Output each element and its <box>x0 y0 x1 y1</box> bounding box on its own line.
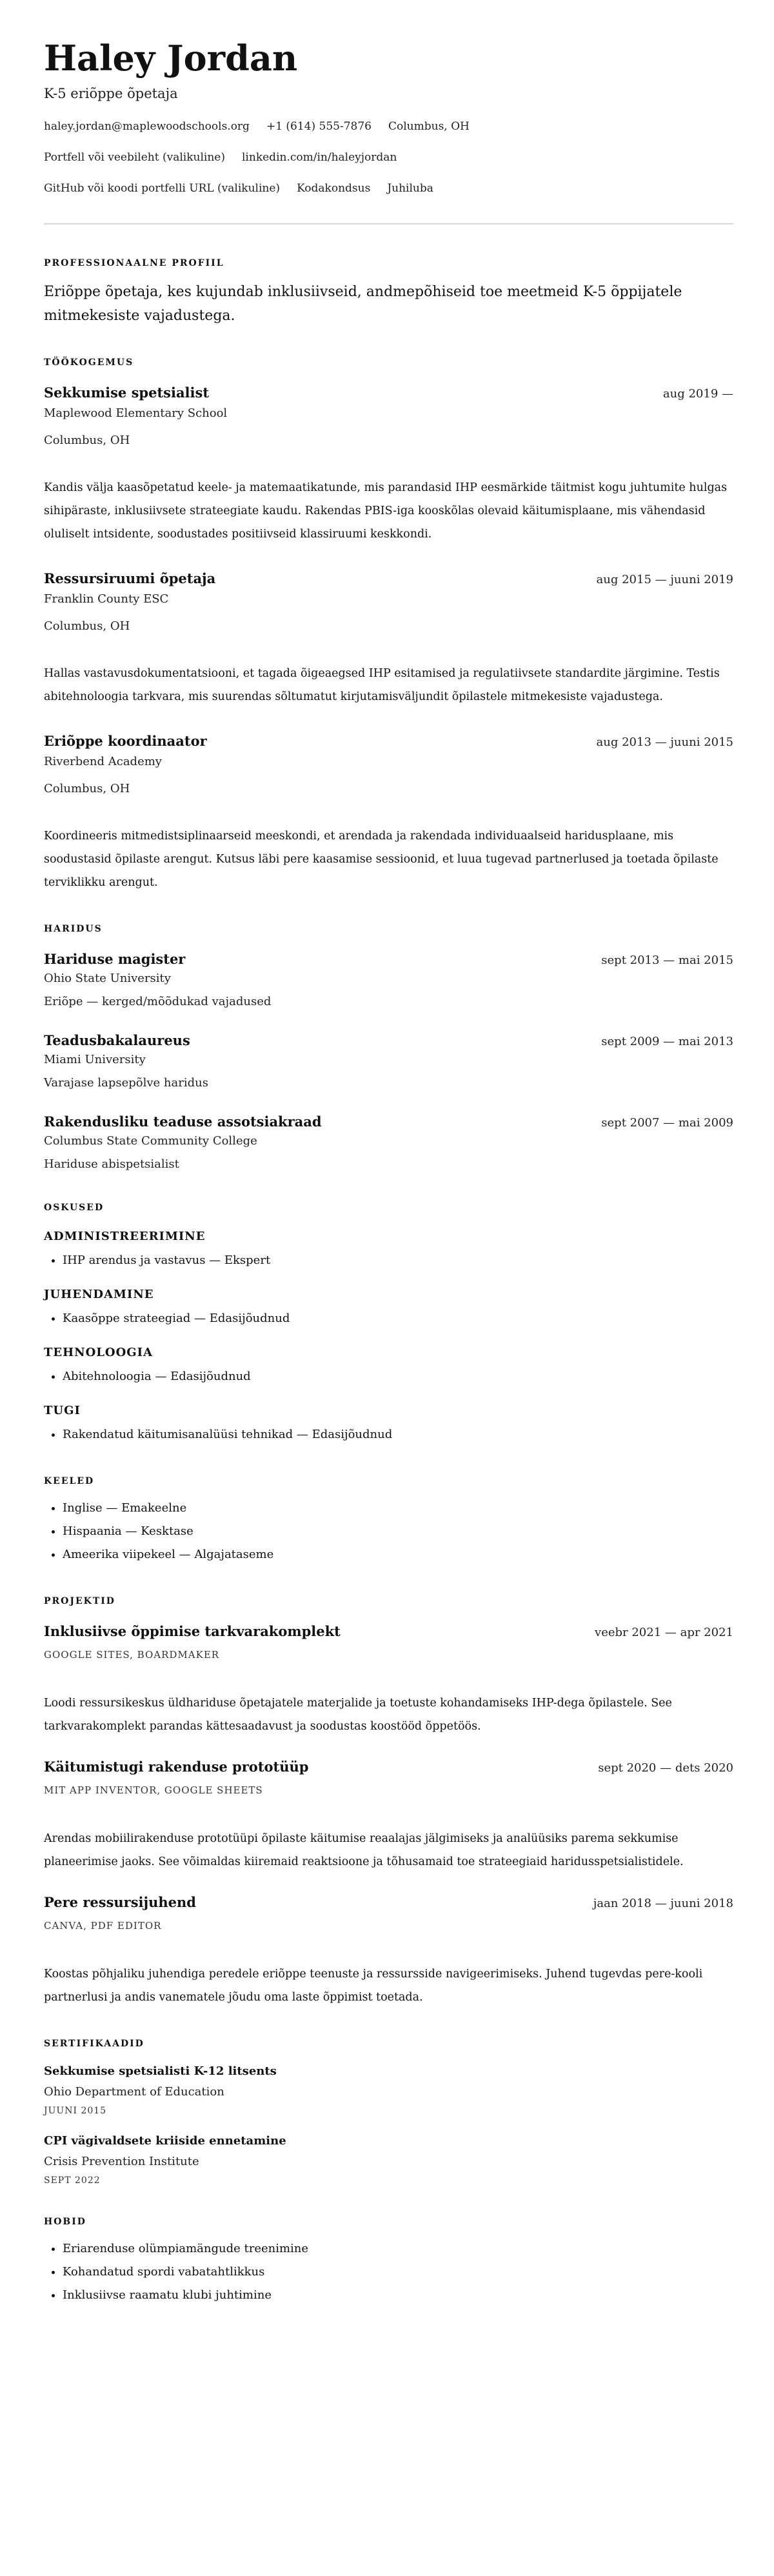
project-entry <box>44 1622 733 1738</box>
skill-list <box>44 1365 733 1388</box>
section-title: TÖÖKOGEMUS <box>44 357 134 368</box>
education-dates: sept 2013 — mai 2015 <box>601 954 733 967</box>
language-item: • Hispaania — Kesktase <box>63 1520 733 1543</box>
entry-header <box>44 569 733 588</box>
section-title: PROFESSIONAALNE PROFIIL <box>44 258 224 268</box>
job-location: Columbus, OH <box>44 619 130 633</box>
language-list <box>44 1497 733 1566</box>
contact-item: GitHub või koodi portfelli URL (valikuline) <box>44 182 281 195</box>
hobby-item: • Eriarenduse olümpiamängude treenimine <box>63 2237 733 2261</box>
education-entry <box>44 1112 733 1173</box>
degree: Rakendusliku teaduse assotsiakraad <box>44 1113 322 1130</box>
education-entry <box>44 950 733 1010</box>
candidate-name: Haley Jordan <box>44 37 298 79</box>
contact-row <box>44 150 733 165</box>
certifications-section <box>44 2037 733 2187</box>
hobby-list <box>44 2237 733 2307</box>
job-description: Hallas vastavusdokumentatsiooni, et tagada õigeaegsed IHP esitamised ja regulatiivsete standardite järgimine. Testis abitehnoloogia tarkvara, mis suurendas sõltumatut kirjutamisväljundit õpilastele mitmekesiste vajadustega. <box>44 667 720 703</box>
skills-section <box>44 1201 733 1446</box>
job-dates: aug 2013 — juuni 2015 <box>596 735 733 749</box>
skill-category: ADMINISTREERIMINE <box>44 1230 206 1243</box>
company: Maplewood Elementary School <box>44 406 228 420</box>
company: Franklin County ESC <box>44 592 169 606</box>
job-title: Eriõppe koordinaator <box>44 733 207 749</box>
contact-item: linkedin.com/in/haleyjordan <box>242 151 397 164</box>
school: Miami University <box>44 1053 146 1066</box>
profile-section <box>44 257 733 328</box>
job-title: K-5 eriõppe õpetaja <box>44 86 178 101</box>
entry-header <box>44 732 733 751</box>
job-title: Ressursiruumi õpetaja <box>44 570 216 586</box>
certification-entry <box>44 2063 733 2117</box>
section-title: HARIDUS <box>44 924 103 934</box>
contact-item: +1 (614) 555-7876 <box>266 120 372 133</box>
skill-category: JUHENDAMINE <box>44 1288 154 1301</box>
contact-item: Portfell või veebileht (valikuline) <box>44 151 225 164</box>
languages-section <box>44 1475 733 1566</box>
skill-category: TUGI <box>44 1404 81 1417</box>
education-section <box>44 923 733 1173</box>
education-dates: sept 2009 — mai 2013 <box>601 1035 733 1048</box>
project-description: Arendas mobiilirakenduse prototüüpi õpilaste käitumise reaalajas jälgimiseks ja analüüsiks parema sekkumise planeerimise jaoks. See võimaldas kiiremaid reaktsioone ja tõhusamaid toe strateegiaid haridusspetsialistidele. <box>44 1832 684 1868</box>
contact-row <box>44 119 733 134</box>
certification-date: JUUNI 2015 <box>44 2106 107 2116</box>
contact-row <box>44 181 733 196</box>
project-entry <box>44 1757 733 1873</box>
entry-header <box>44 1757 733 1777</box>
section-title: PROJEKTID <box>44 1596 115 1606</box>
degree: Teadusbakalaureus <box>44 1032 190 1048</box>
job-description: Koordineeris mitmedistsiplinaarseid meeskondi, et arendada ja rakendada individuaalseid haridusplaane, mis soodustasid õpilaste arengut. Kutsus läbi pere kaasamise sessioonid, et luua tugevad partnerlused ja toetada õpilaste terviklikku arengut. <box>44 830 719 889</box>
projects-section <box>44 1595 733 2009</box>
project-tech: GOOGLE SITES, BOARDMAKER <box>44 1649 220 1661</box>
skill-item: • Abitehnoloogia — Edasijõudnud <box>63 1365 733 1388</box>
certification-title: Sekkumise spetsialisti K-12 litsents <box>44 2064 277 2078</box>
skill-list <box>44 1423 733 1446</box>
job-title: Sekkumise spetsialist <box>44 384 210 401</box>
skill-category: TEHNOLOOGIA <box>44 1346 154 1359</box>
school: Ohio State University <box>44 972 171 985</box>
skill-list <box>44 1249 733 1272</box>
contact-info <box>44 119 733 196</box>
certification-entry <box>44 2133 733 2187</box>
project-title: Pere ressursijuhend <box>44 1894 196 1910</box>
project-title: Inklusiivse õppimise tarkvarakomplekt <box>44 1623 341 1639</box>
skill-item: • Kaasõppe strateegiad — Edasijõudnud <box>63 1307 733 1330</box>
project-entry <box>44 1893 733 2009</box>
project-dates: sept 2020 — dets 2020 <box>598 1761 733 1775</box>
divider <box>44 223 733 225</box>
language-item: • Inglise — Emakeelne <box>63 1497 733 1520</box>
contact-item: Juhiluba <box>387 182 433 195</box>
job-dates: aug 2015 — juuni 2019 <box>596 573 733 586</box>
entry-header <box>44 383 733 403</box>
job-location: Columbus, OH <box>44 434 130 447</box>
contact-item: Columbus, OH <box>388 120 470 133</box>
project-description: Loodi ressursikeskus üldhariduse õpetajatele materjalide ja toetuste kohandamiseks IHP-dega õpilastele. See tarkvarakomplekt parandas kättesaadavust ja soodustas koostööd õppetöös. <box>44 1697 672 1733</box>
field-of-study: Hariduse abispetsialist <box>44 1157 179 1171</box>
job-location: Columbus, OH <box>44 782 130 795</box>
job-entry <box>44 732 733 894</box>
school: Columbus State Community College <box>44 1134 257 1148</box>
entry-header <box>44 1112 733 1132</box>
contact-item: Kodakondsus <box>297 182 371 195</box>
project-description: Koostas põhjaliku juhendiga peredele eriõppe teenuste ja ressursside navigeerimiseks. Juhend tugevdas pere-kooli partnerlusi ja andis vanematele jõudu oma laste õppimist toetada. <box>44 1968 703 2004</box>
education-entry <box>44 1031 733 1092</box>
section-title: KEELED <box>44 1476 95 1486</box>
entry-header <box>44 1893 733 1912</box>
job-dates: aug 2019 — <box>662 387 733 401</box>
contact-item: haley.jordan@maplewoodschools.org <box>44 120 250 133</box>
entry-header <box>44 1031 733 1050</box>
field-of-study: Eriõpe — kerged/mõõdukad vajadused <box>44 995 272 1008</box>
hobbies-section <box>44 2215 733 2307</box>
skill-item: • Rakendatud käitumisanalüüsi tehnikad — Edasijõudnud <box>63 1423 733 1446</box>
hobby-item: • Inklusiivse raamatu klubi juhtimine <box>63 2284 733 2307</box>
skill-list <box>44 1307 733 1330</box>
education-dates: sept 2007 — mai 2009 <box>601 1116 733 1130</box>
profile-text: Eriõppe õpetaja, kes kujundab inklusiivseid, andmepõhiseid toe meetmeid K-5 õppijatele mitmekesiste vajadustega. <box>44 284 682 324</box>
language-item: • Ameerika viipekeel — Algajataseme <box>63 1543 733 1566</box>
job-entry <box>44 569 733 708</box>
project-tech: CANVA, PDF EDITOR <box>44 1920 162 1932</box>
entry-header <box>44 950 733 969</box>
job-entry <box>44 383 733 546</box>
job-description: Kandis välja kaasõpetatud keele- ja matemaatikatunde, mis parandasid IHP eesmärkide täitmist kogu juhtumite hulgas sihipäraste, inklusiivsete strateegiate kaudu. Rakendas PBIS-iga kooskõlas olevaid käitumisplaane, mis vähendasid oluliselt intsidente, soodustades positiivseid klassiruumi keskkondi. <box>44 481 728 541</box>
section-title: OSKUSED <box>44 1203 104 1213</box>
project-dates: veebr 2021 — apr 2021 <box>595 1626 733 1639</box>
hobby-item: • Kohandatud spordi vabatahtlikkus <box>63 2261 733 2284</box>
experience-section <box>44 356 733 894</box>
entry-header <box>44 1622 733 1641</box>
degree: Hariduse magister <box>44 951 186 967</box>
certification-issuer: Crisis Prevention Institute <box>44 2155 199 2168</box>
project-tech: MIT APP INVENTOR, GOOGLE SHEETS <box>44 1784 263 1796</box>
company: Riverbend Academy <box>44 755 162 768</box>
section-title: HOBID <box>44 2217 86 2227</box>
field-of-study: Varajase lapsepõlve haridus <box>44 1076 208 1090</box>
certification-issuer: Ohio Department of Education <box>44 2085 224 2099</box>
certification-title: CPI vägivaldsete kriiside ennetamine <box>44 2134 286 2148</box>
project-dates: jaan 2018 — juuni 2018 <box>593 1897 733 1910</box>
project-title: Käitumistugi rakenduse prototüüp <box>44 1759 309 1775</box>
skill-item: • IHP arendus ja vastavus — Ekspert <box>63 1249 733 1272</box>
section-title: SERTIFIKAADID <box>44 2039 144 2049</box>
certification-date: SEPT 2022 <box>44 2175 101 2186</box>
